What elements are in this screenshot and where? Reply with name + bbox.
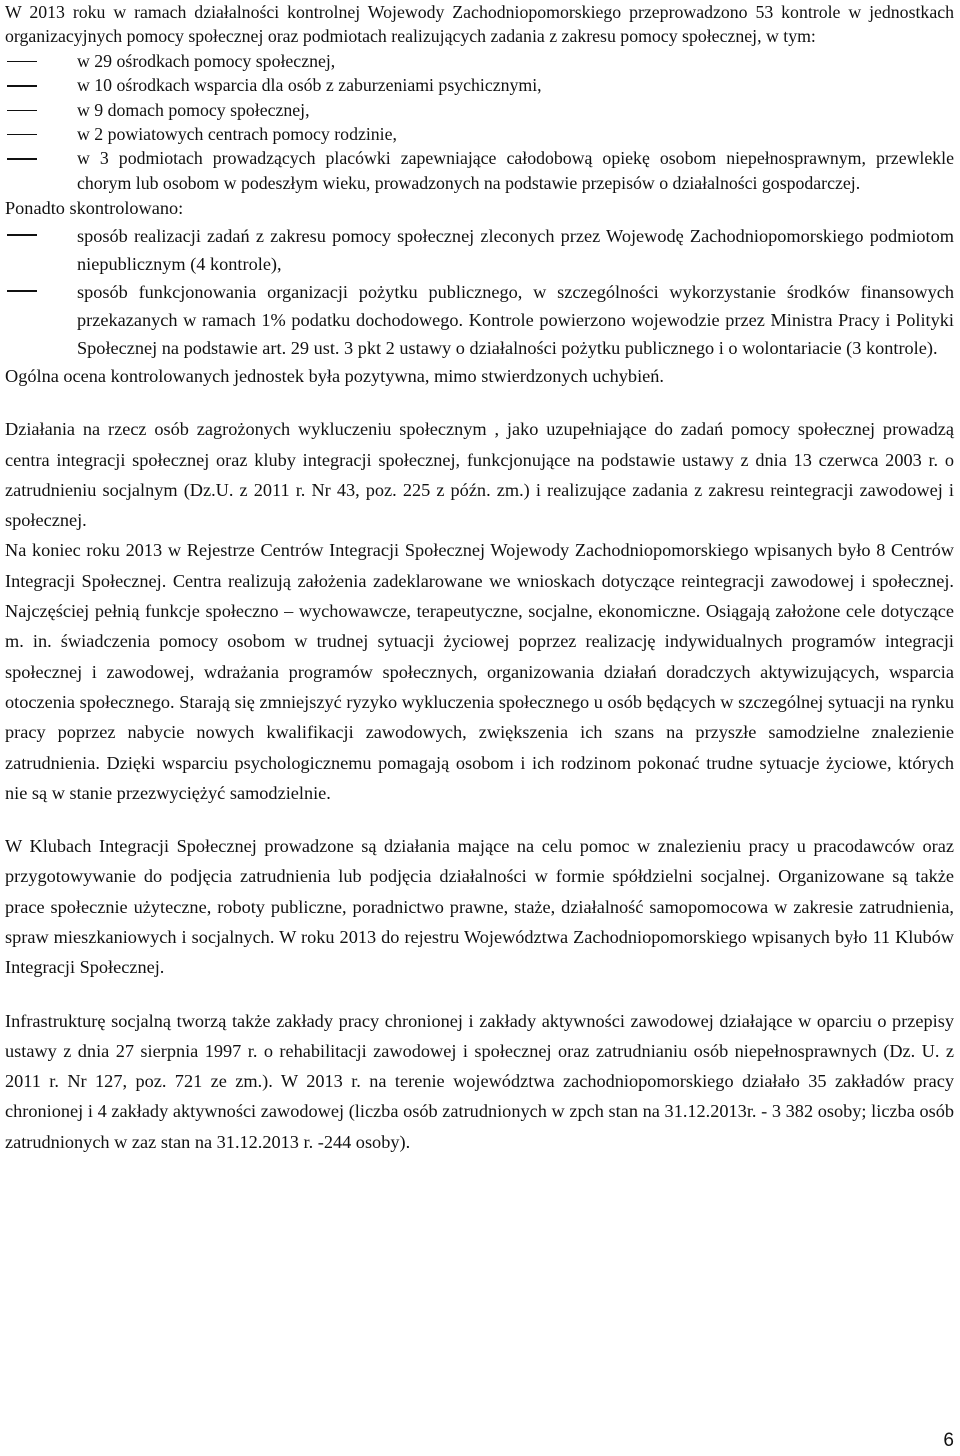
cis-register-paragraph: Na koniec roku 2013 w Rejestrze Centrów Integracji Społecznej Wojewody Zachodniopomorskiego wpisanych było 8 Centrów Integracji Społecznej. Centra realizują założenia zadeklarowane we wnioskach dotyczące reintegracji zawodowej i społecznej. Najczęściej pełnią funkcje społeczno – wychowawcze, terapeutyczne, socjalne, ekonomiczne. Osiągają założone cele dotyczące m. in. świadczenia pomocy osobom w trudnej sytuacji życiowej poprzez realizację indywidualnych programów integracji społecznej i zawodowej, wdrażania programów społecznych, organizowania działań doradczych aktywizujących, wsparcia otoczenia społecznego. Starają się zmniejszyć ryzyko wykluczenia społecznego u osób będących w szczególnej sytuacji na rynku pracy poprzez nabycie nowych kwalifikacji zawodowych, zwiększenia ich szans na przyszłe samodzielne znalezienie zatrudnienia. Dzięki wsparciu psychologicznemu pomagają osobom i ich rodzinom pokonać trudne sytuacje życiowe, których nie są w stanie przezwyciężyć samodzielnie. (5, 540, 954, 803)
inspection-list (5, 49, 954, 195)
also-checked-heading: Ponadto skontrolowano: (5, 198, 184, 219)
kis-paragraph: W Klubach Integracji Społecznej prowadzone są działania mające na celu pomoc w znalezieniu pracy u pracodawców oraz przygotowywanie do podjęcia zatrudnienia lub podjęcia działalności w formie spółdzielni socjalnej. Organizowane są także prace społecznie użyteczne, roboty publiczne, poradnictwo prawne, staże, działalność samopomocowa w zakresie zatrudnienia, spraw mieszkaniowych i socjalnych. W roku 2013 do rejestru Województwa Zachodniopomorskiego wpisanych było 11 Klubów Integracji Społecznej. (5, 836, 954, 978)
additional-checks-list (5, 222, 954, 362)
paragraph-gap (5, 808, 954, 831)
list-item: sposób realizacji zadań z zakresu pomocy społecznej zleconych przez Wojewodę Zachodniopomorskiego podmiotom niepublicznym (4 kontrole), (77, 226, 954, 275)
list-item: w 3 podmiotach prowadzących placówki zapewniające całodobową opiekę osobom niepełnosprawnym, przewlekle chorym lub osobom w podeszłym wieku, prowadzonych na podstawie przepisów o działalności gospodarczej. (77, 148, 954, 193)
list-item: w 29 ośrodkach pomocy społecznej, (77, 50, 336, 71)
list-item: w 10 ośrodkach wsparcia dla osób z zaburzeniami psychicznymi, (77, 75, 542, 96)
list-item: w 9 domach pomocy społecznej, (77, 99, 310, 120)
assessment-paragraph: Ogólna ocena kontrolowanych jednostek była pozytywna, mimo stwierdzonych uchybień. (5, 366, 664, 387)
paragraph-gap (5, 983, 954, 1006)
list-item: sposób funkcjonowania organizacji pożytku publicznego, w szczególności wykorzystanie środków finansowych przekazanych w ramach 1% podatku dochodowego. Kontrole powierzono wojewodzie przez Ministra Pracy i Polityki Społecznej na podstawie art. 29 ust. 3 pkt 2 ustawy o działalności pożytku publicznego i o wolontariacie (3 kontrole). (77, 282, 954, 359)
list-item: w 2 powiatowych centrach pomocy rodzinie, (77, 124, 397, 145)
intro-paragraph: W 2013 roku w ramach działalności kontrolnej Wojewody Zachodniopomorskiego przeprowadzono 53 kontrole w jednostkach organizacyjnych pomocy społecznej oraz podmiotach realizujących zadania z zakresu pomocy społecznej, w tym: (5, 2, 954, 47)
paragraph-gap (5, 391, 954, 414)
cis-intro-paragraph: Działania na rzecz osób zagrożonych wykluczeniu społecznym , jako uzupełniające do zadań pomocy społecznej prowadzą centra integracji społecznej oraz kluby integracji społecznej, funkcjonujące na podstawie ustawy z dnia 13 czerwca 2003 r. o zatrudnieniu socjalnym (Dz.U. z 2011 r. Nr 43, poz. 225 z późn. zm.) i realizujące zadania z zakresu reintegracji zawodowej i społecznej. (5, 419, 954, 531)
page-number: 6 (943, 1430, 954, 1451)
infrastructure-paragraph: Infrastrukturę socjalną tworzą także zakłady pracy chronionej i zakłady aktywności zawodowej działające w oparciu o przepisy ustawy z dnia 27 sierpnia 1997 r. o rehabilitacji zawodowej i społecznej oraz zatrudnianiu osób niepełnosprawnych (Dz. U. z 2011 r. Nr 127, poz. 721 ze zm.). W 2013 r. na terenie województwa zachodniopomorskiego działało 35 zakładów pracy chronionej i 4 zakłady aktywności zawodowej (liczba osób zatrudnionych w zpch stan na 31.12.2013r. - 3 382 osoby; liczba osób zatrudnionych w zaz stan na 31.12.2013 r. -244 osoby). (5, 1010, 954, 1152)
